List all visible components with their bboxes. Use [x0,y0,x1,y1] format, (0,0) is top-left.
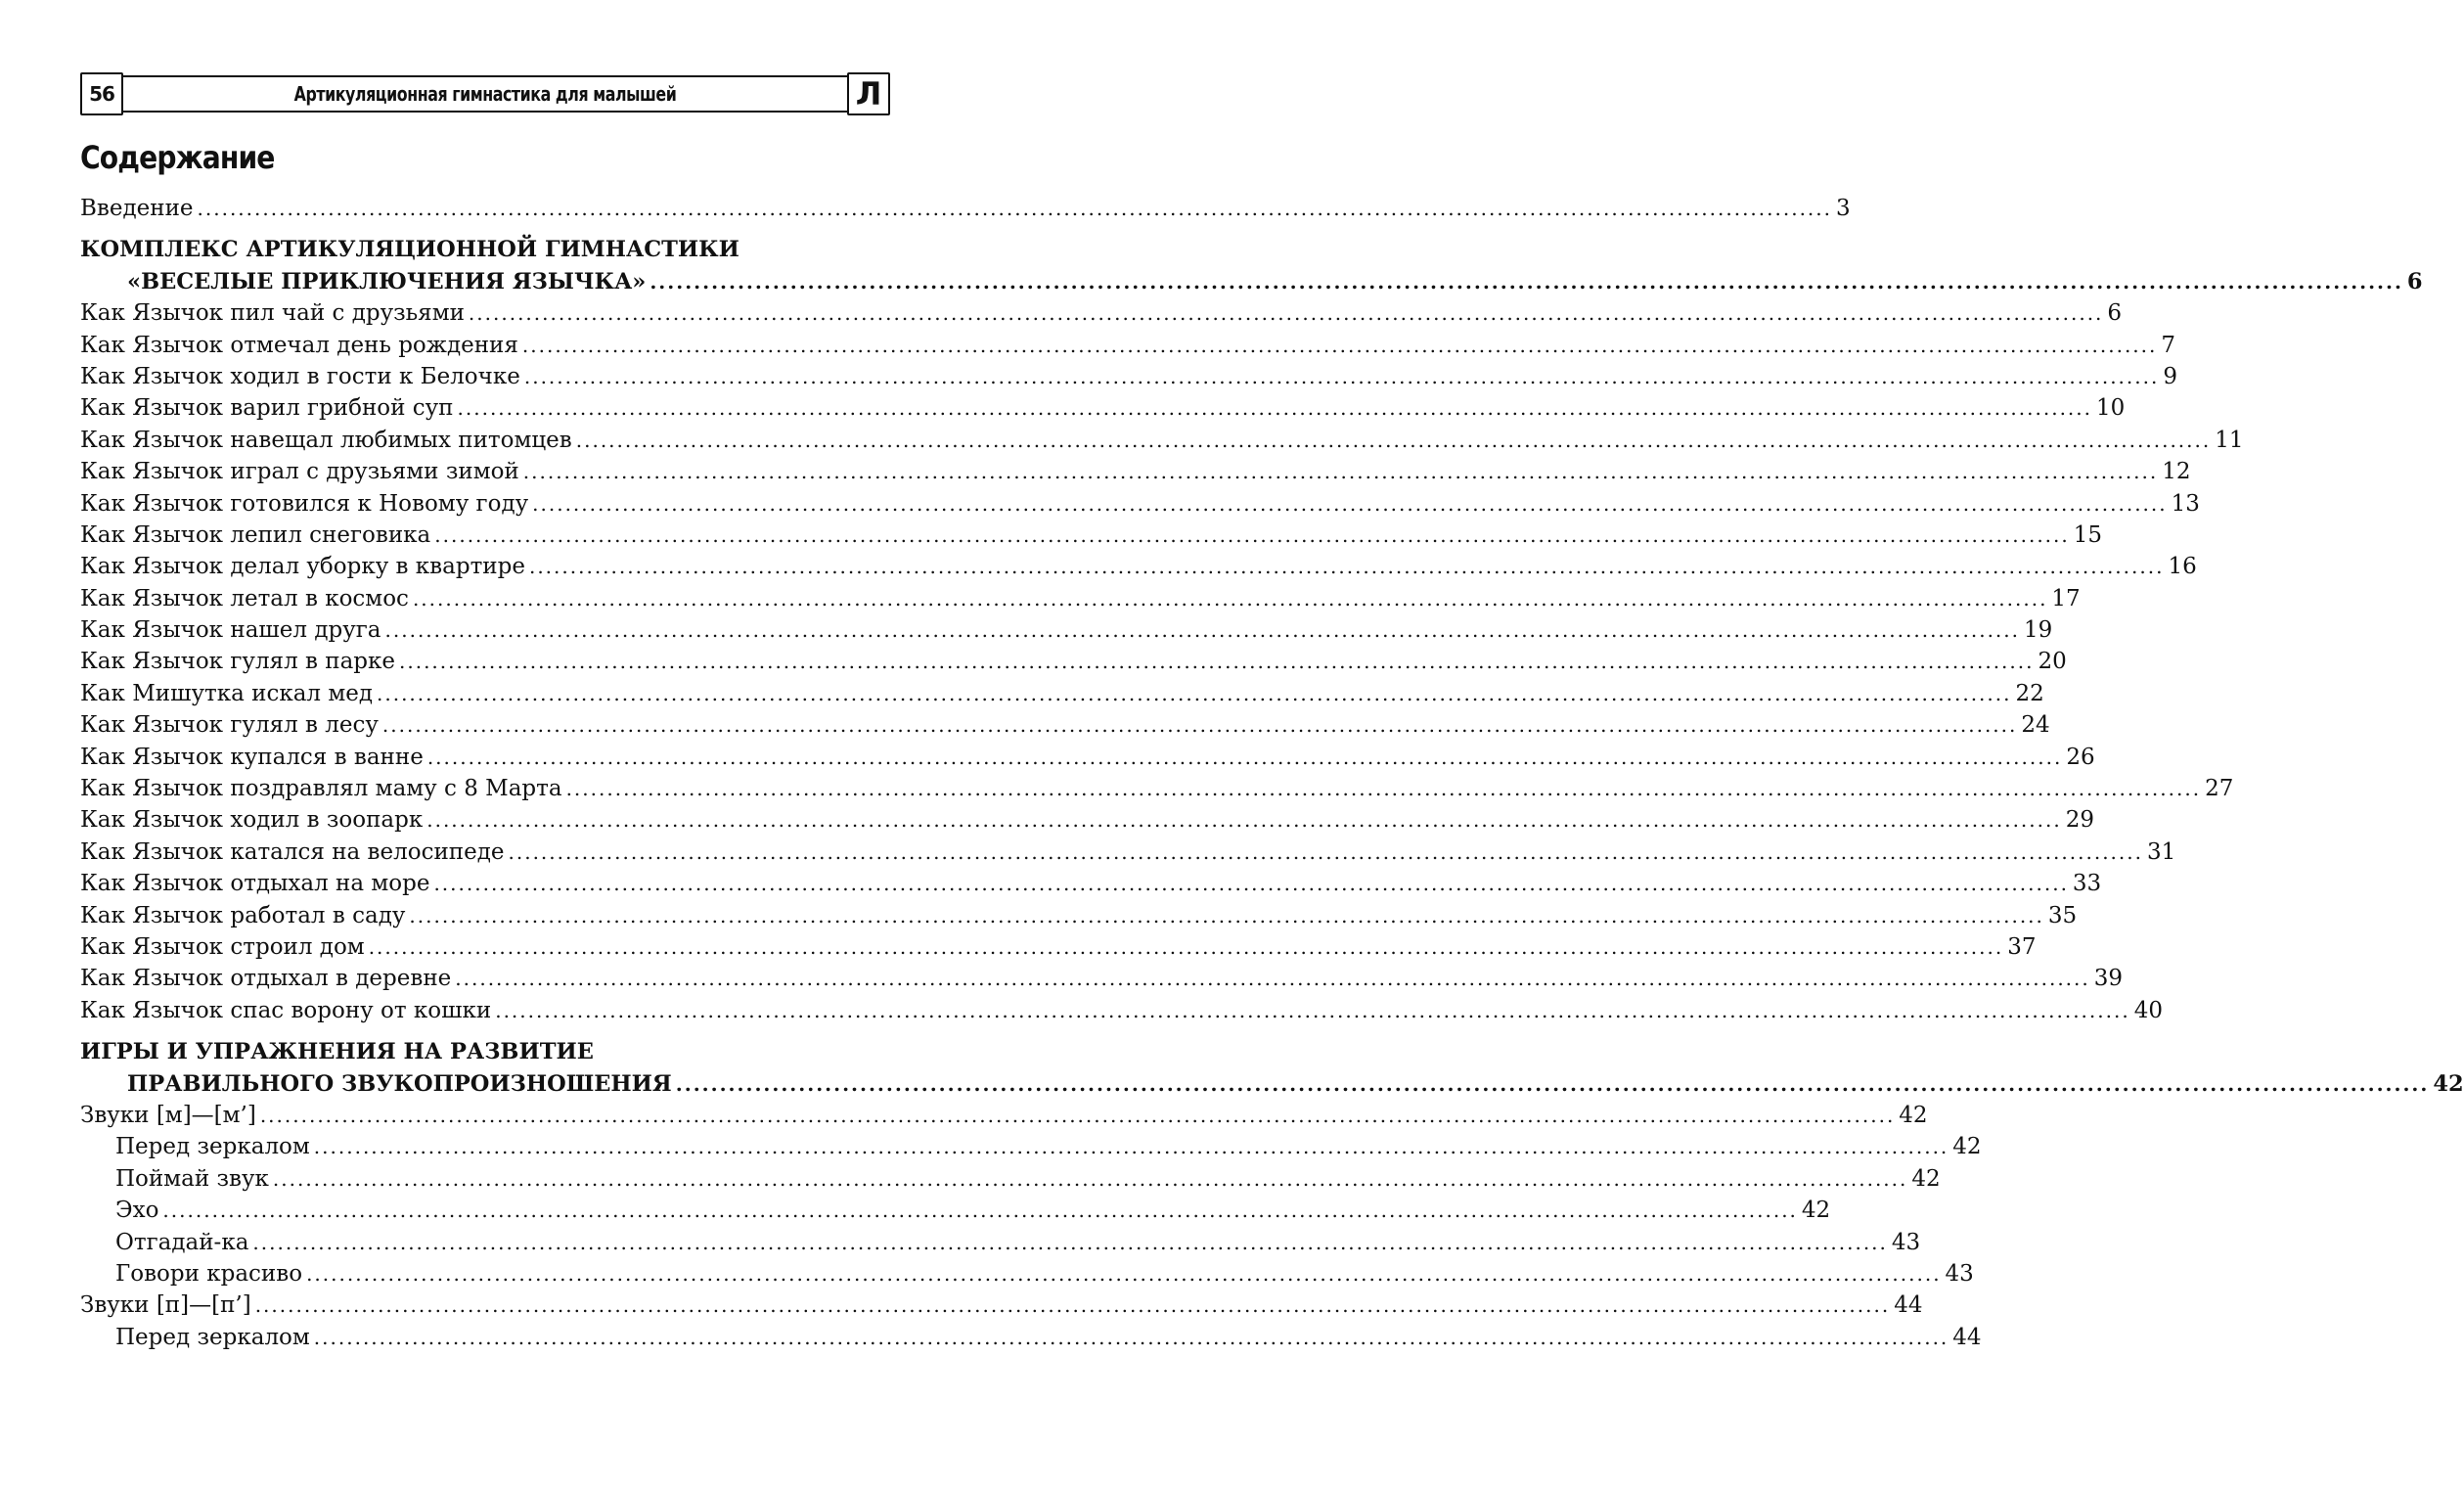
toc-entry-page: 17 [2051,585,2081,611]
toc-entry-page: 16 [2168,554,2197,580]
toc-entry [80,554,2197,585]
toc-entry [80,902,2078,934]
toc-entry-page: 9 [2163,363,2177,389]
leader-dots: ........................................................................................................................................................................................................ [381,713,2018,738]
toc-entry [80,196,1851,227]
toc-entry [80,712,2050,744]
toc-entry [80,363,2177,395]
toc-entry-page: 43 [1891,1229,1921,1255]
leader-dots: ........................................................................................................................................................................................................ [575,428,2212,452]
toc-entry-label: Как Язычок ходил в зоопарк [80,807,424,834]
toc-entry-label: Как Язычок нашел друга [80,617,381,644]
leader-dots: ........................................................................................................................................................................................................ [528,555,2165,579]
toc-entry-page: 37 [2007,933,2037,960]
toc-section-heading [80,1039,888,1070]
toc-entry-label: Как Язычок гулял в лесу [80,712,379,739]
toc-entry-page: 7 [2161,332,2176,358]
leader-dots: ........................................................................................................................................................................................................ [254,1293,1891,1318]
leader-dots: ........................................................................................................................................................................................................ [434,522,2070,547]
section-letter: Л [847,72,890,115]
toc-entry-label: Как Мишутка искал мед [80,680,373,706]
toc-entry-page: 6 [2406,268,2423,294]
toc-entry-label: ПРАВИЛЬНОГО ЗВУКОПРОИЗНОШЕНИЯ [127,1070,672,1097]
toc-entry-label: Как Язычок отдыхал на море [80,871,430,897]
toc-entry-page: 31 [2146,838,2176,865]
leader-dots: ........................................................................................................................................................................................................ [523,364,2160,388]
leader-dots: ........................................................................................................................................................................................................ [565,777,2202,801]
leader-dots: ........................................................................................................................................................................................................ [457,396,2092,421]
toc-entry-label: Отгадай-ка [115,1229,249,1255]
toc-entry-label: Как Язычок играл с друзьями зимой [80,459,519,485]
leader-dots: ........................................................................................................................................................................................................ [384,618,2020,643]
toc-entry-page: 42 [2433,1070,2464,1097]
leader-dots: ........................................................................................................................................................................................................ [399,650,2035,674]
toc-entry-label: Как Язычок пил чай с друзьями [80,300,465,327]
toc-subentry [80,1260,1974,1292]
toc-entry-label: Как Язычок делал уборку в квартире [80,554,525,580]
toc-entry [80,1292,1923,1324]
toc-entry-label: Перед зеркалом [115,1134,310,1160]
toc-entry-label: Говори красиво [115,1260,303,1287]
leader-dots: ........................................................................................................................................................................................................ [532,491,2168,516]
toc-section-heading [80,268,2423,300]
toc-entry-label: ИГРЫ И УПРАЖНЕНИЯ НА РАЗВИТИЕ [80,1039,594,1065]
table-of-contents [80,196,2464,1356]
toc-entry-page: 44 [1952,1324,1982,1350]
toc-entry-page: 12 [2162,459,2191,485]
toc-entry-label: Как Язычок навещал любимых питомцев [80,427,572,453]
toc-entry-page: 10 [2096,395,2126,422]
toc-entry [80,332,2176,364]
toc-entry-label: Как Язычок ходил в гости к Белочке [80,363,520,389]
toc-entry-label: Перед зеркалом [115,1324,310,1350]
toc-entry-label: Как Язычок катался на велосипеде [80,838,505,865]
toc-entry-label: Звуки [м]—[м’] [80,1102,256,1128]
toc-entry-label: Эхо [115,1198,159,1224]
toc-entry-page: 40 [2133,997,2163,1023]
toc-entry-label: Поймай звук [115,1165,269,1192]
toc-entry-page: 42 [1801,1198,1831,1224]
leader-dots: ........................................................................................................................................................................................................ [495,998,2130,1022]
toc-entry-label: Как Язычок готовился к Новому году [80,490,529,517]
leader-dots: ........................................................................................................................................................................................................ [162,1199,1798,1223]
toc-entry-page: 39 [2093,966,2124,992]
toc-entry-page: 13 [2171,490,2200,517]
leader-dots: ........................................................................................................................................................................................................ [313,1135,1949,1159]
toc-entry-label: Введение [80,196,194,221]
toc-entry-page: 3 [1836,196,1851,221]
toc-subentry [80,1165,1941,1198]
toc-entry-page: 20 [2038,649,2067,675]
toc-entry [80,395,2126,427]
leader-dots: ........................................................................................................................................................................................................ [650,269,2403,294]
toc-title: Содержание [80,139,275,176]
toc-entry-label: Как Язычок спас ворону от кошки [80,997,492,1023]
toc-subentry [80,1198,1831,1229]
toc-section-heading [80,1070,2464,1103]
toc-entry-label: КОМПЛЕКС АРТИКУЛЯЦИОННОЙ ГИМНАСТИКИ [80,237,739,263]
toc-entry [80,427,2244,459]
toc-entry [80,649,2067,680]
toc-entry-page: 24 [2021,712,2050,739]
toc-entry-label: Как Язычок отдыхал в деревне [80,966,452,992]
leader-dots: ........................................................................................................................................................................................................ [412,586,2048,611]
running-header [80,72,890,115]
leader-dots: ........................................................................................................................................................................................................ [377,681,2012,705]
toc-entry-label: Как Язычок работал в саду [80,902,406,928]
toc-entry-label: Звуки [п]—[п’] [80,1292,251,1319]
leader-dots: ........................................................................................................................................................................................................ [252,1230,1888,1254]
toc-entry [80,744,2095,776]
toc-entry [80,680,2044,712]
toc-entry-page: 35 [2047,902,2078,928]
toc-entry-page: 44 [1894,1292,1923,1319]
toc-entry-page: 42 [1952,1134,1982,1160]
toc-entry-page: 11 [2215,427,2244,453]
leader-dots: ........................................................................................................................................................................................................ [455,967,2090,991]
toc-entry [80,1102,1928,1134]
leader-dots: ........................................................................................................................................................................................................ [675,1071,2430,1096]
toc-entry [80,997,2163,1029]
toc-subentry [80,1229,1921,1261]
toc-entry [80,521,2103,554]
toc-subentry [80,1324,1982,1356]
toc-entry-label: Как Язычок отмечал день рождения [80,332,518,358]
toc-entry-page: 43 [1945,1260,1974,1287]
leader-dots: ........................................................................................................................................................................................................ [259,1103,1896,1127]
toc-entry-label: Как Язычок поздравлял маму с 8 Марта [80,776,562,802]
leader-dots: ........................................................................................................................................................................................................ [306,1261,1942,1286]
leader-dots: ........................................................................................................................................................................................................ [368,934,2004,959]
toc-entry-page: 29 [2065,807,2094,834]
leader-dots: ........................................................................................................................................................................................................ [272,1166,1908,1191]
toc-entry-label: Как Язычок летал в космос [80,585,409,611]
toc-entry-page: 26 [2066,744,2095,770]
toc-entry [80,807,2094,838]
toc-entry [80,617,2053,649]
toc-entry-label: Как Язычок варил грибной суп [80,395,454,422]
toc-entry-page: 19 [2024,617,2053,644]
leader-dots: ........................................................................................................................................................................................................ [508,839,2143,864]
leader-dots: ........................................................................................................................................................................................................ [426,745,2063,769]
toc-entry [80,871,2102,902]
book-title: Артикуляционная гимнастика для малышей [293,82,677,106]
page-number: 56 [80,72,123,115]
toc-entry-page: 42 [1899,1102,1928,1128]
toc-entry-label: Как Язычок купался в ванне [80,744,424,770]
toc-entry [80,776,2234,807]
leader-dots: ........................................................................................................................................................................................................ [433,872,2069,896]
toc-entry-page: 15 [2073,521,2103,548]
leader-dots: ........................................................................................................................................................................................................ [468,301,2104,326]
leader-dots: ........................................................................................................................................................................................................ [521,333,2158,357]
leader-dots: ........................................................................................................................................................................................................ [409,903,2044,927]
toc-entry [80,459,2191,490]
toc-subentry [80,1134,1982,1165]
toc-entry [80,933,2037,966]
toc-entry [80,838,2176,871]
toc-entry-label: «ВЕСЕЛЫЕ ПРИКЛЮЧЕНИЯ ЯЗЫЧКА» [127,268,647,294]
toc-entry-label: Как Язычок гулял в парке [80,649,395,675]
toc-section-heading [80,237,888,268]
toc-entry-page: 42 [1911,1165,1941,1192]
toc-entry-page: 27 [2205,776,2234,802]
toc-entry-page: 22 [2015,680,2044,706]
toc-entry-label: Как Язычок лепил снеговика [80,521,431,548]
toc-entry-page: 33 [2072,871,2102,897]
leader-dots: ........................................................................................................................................................................................................ [426,808,2062,833]
toc-entry [80,490,2200,522]
toc-entry-label: Как Язычок строил дом [80,933,365,960]
toc-entry [80,300,2123,332]
leader-dots: ........................................................................................................................................................................................................ [197,197,1832,220]
leader-dots: ........................................................................................................................................................................................................ [522,460,2159,484]
toc-entry-page: 6 [2107,300,2123,327]
leader-dots: ........................................................................................................................................................................................................ [313,1325,1949,1349]
toc-entry [80,585,2081,617]
toc-entry [80,966,2124,997]
